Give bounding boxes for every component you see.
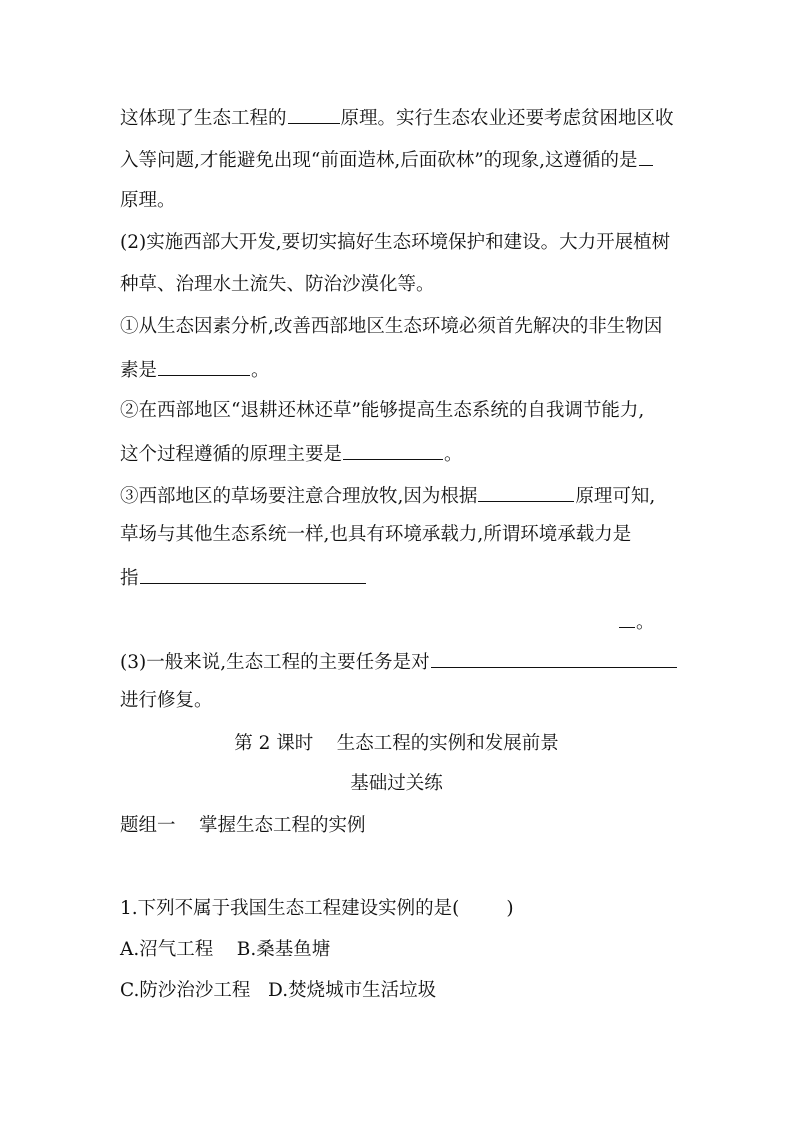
text-line-9	[120, 440, 680, 468]
text-line-10	[120, 482, 680, 510]
text-line-12	[120, 564, 680, 592]
text-line-7	[120, 356, 680, 384]
text-line-13	[618, 608, 678, 636]
text-segment: (3)一般来说,生态工程的主要任务是对	[120, 652, 430, 673]
text-line-15	[120, 688, 680, 714]
text-segment: 这个过程遵循的原理主要是	[120, 444, 343, 465]
question-stem: 1.下列不属于我国生态工程建设实例的是( )	[120, 898, 514, 919]
text-segment: 。	[251, 360, 270, 381]
fill-blank	[140, 564, 366, 584]
fill-blank	[619, 608, 635, 628]
text-segment: 原理。	[120, 190, 176, 211]
text-segment: (2)实施西部大开发,要切实搞好生态环境保护和建设。大力开展植树	[120, 232, 671, 253]
text-segment: 这体现了生态工程的	[120, 108, 287, 129]
text-segment: 入等问题,才能避免出现“前面造林,后面砍林”的现象,这遵循的是	[120, 150, 638, 171]
text-segment: 草场与其他生态系统一样,也具有环境承载力,所谓环境承载力是	[120, 524, 632, 545]
text-segment: 种草、治理水土流失、防治沙漠化等。	[120, 274, 435, 295]
group-title: 题组一 掌握生态工程的实例	[120, 815, 366, 836]
text-segment: 指	[120, 568, 139, 589]
text-line-8	[120, 398, 680, 424]
text-line-6	[120, 314, 680, 340]
fill-blank	[288, 104, 340, 124]
question-options-1: A.沼气工程 B.桑基鱼塘	[120, 939, 331, 960]
text-line-14	[120, 648, 680, 676]
text-segment: 原理可知,	[575, 486, 656, 507]
text-segment: ②在西部地区“退耕还林还草”能够提高生态系统的自我调节能力,	[120, 400, 645, 421]
lesson-title: 第 2 课时 生态工程的实例和发展前景	[234, 733, 559, 754]
text-line-1	[120, 104, 680, 132]
section-title: 基础过关练	[350, 773, 443, 794]
text-segment: ③西部地区的草场要注意合理放牧,因为根据	[120, 486, 478, 507]
text-segment: 素是	[120, 360, 158, 381]
text-segment: 。	[444, 444, 463, 465]
text-line-5	[120, 272, 680, 298]
text-segment: 。	[636, 612, 655, 633]
text-line-3	[120, 188, 680, 214]
text-line-4	[120, 230, 680, 256]
fill-blank	[431, 648, 677, 668]
text-segment: ①从生态因素分析,改善西部地区生态环境必须首先解决的非生物因	[120, 316, 663, 337]
fill-blank	[478, 482, 574, 502]
fill-blank	[639, 146, 653, 166]
fill-blank	[158, 356, 250, 376]
text-segment: 进行修复。	[120, 690, 213, 711]
text-line-2	[120, 146, 680, 174]
question-options-2: C.防沙治沙工程 D.焚烧城市生活垃圾	[120, 980, 437, 1001]
text-line-11	[120, 522, 680, 548]
fill-blank	[343, 440, 443, 460]
text-segment: 原理。实行生态农业还要考虑贫困地区收	[340, 108, 674, 129]
